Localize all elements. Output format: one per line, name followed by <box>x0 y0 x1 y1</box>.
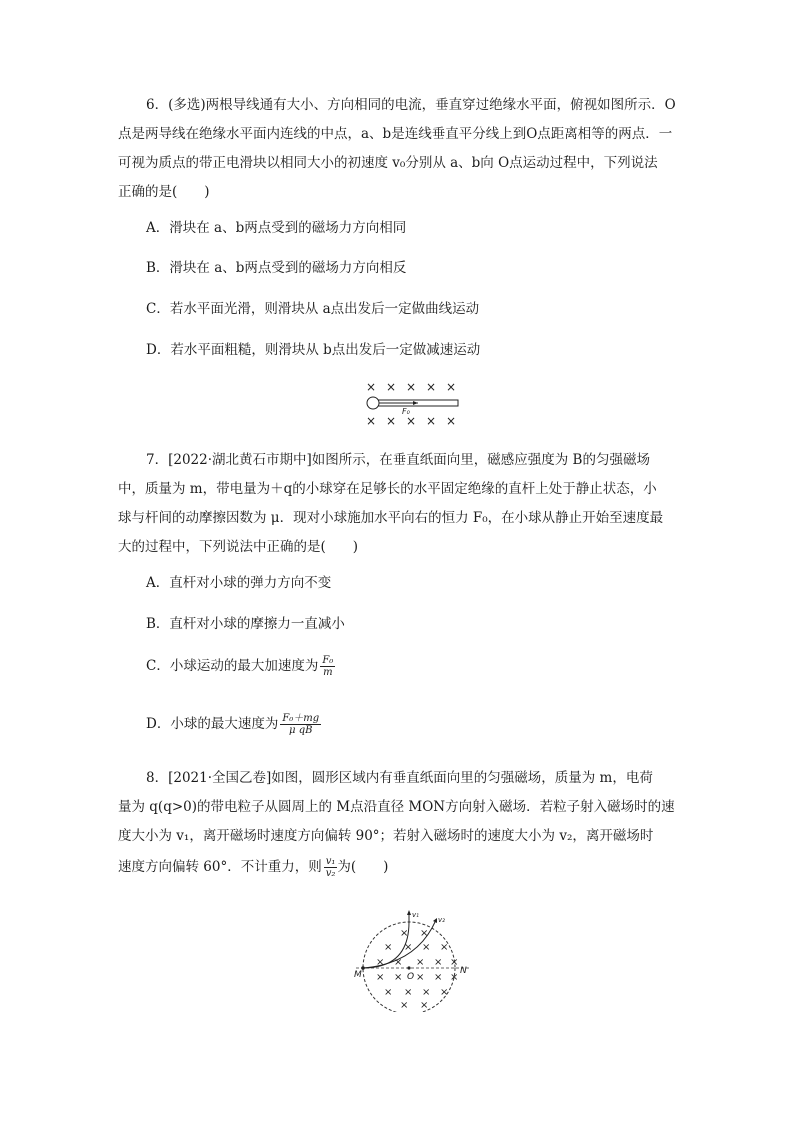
svg-text:×: × <box>404 987 413 998</box>
q7-option-d-denominator: μ qB <box>289 725 313 736</box>
force-arrowhead <box>413 401 418 405</box>
label-o: O <box>407 972 415 982</box>
svg-text:×: × <box>420 928 429 939</box>
q8-line-4-suffix: 为( ) <box>337 859 389 875</box>
svg-text:×: × <box>426 414 437 428</box>
q8-line-4-text: 速度方向偏转 60°．不计重力，则 <box>118 859 322 875</box>
point-o <box>407 966 410 969</box>
q8-line-3: 度大小为 v₁，离开磁场时速度方向偏转 90°；若射入磁场时的速度大小为 v₂，离开磁场时 <box>118 828 654 844</box>
svg-text:×: × <box>394 957 403 968</box>
label-n: N <box>460 966 467 976</box>
svg-text:×: × <box>394 972 403 983</box>
q7-option-d-fraction <box>280 713 321 736</box>
label-v2: v₂ <box>438 916 445 924</box>
q7-option-d-text: D．小球的最大速度为 <box>146 716 279 732</box>
svg-text:×: × <box>366 414 377 428</box>
svg-text:×: × <box>376 972 385 983</box>
circular-field-diagram <box>352 908 478 1012</box>
q8-ratio-numerator: v₁ <box>325 856 336 867</box>
force-label: F₀ <box>402 407 410 416</box>
svg-text:×: × <box>376 957 385 968</box>
svg-text:×: × <box>422 942 431 953</box>
svg-text:×: × <box>446 414 457 428</box>
svg-text:×: × <box>434 957 443 968</box>
q7-option-c-text: C．小球运动的最大加速度为 <box>146 658 319 674</box>
label-v1: v₁ <box>412 911 419 919</box>
svg-text:×: × <box>416 972 425 983</box>
q7-option-c-denominator: m <box>323 667 333 678</box>
q7-option-a: A．直杆对小球的弹力方向不变 <box>146 575 332 591</box>
svg-text:×: × <box>446 380 457 394</box>
q8-line-2: 量为 q(q>0)的带电粒子从圆周上的 M点沿直径 MON方向射入磁场．若粒子射入磁场时的速 <box>118 799 675 815</box>
svg-text:×: × <box>406 380 417 394</box>
svg-text:×: × <box>386 380 397 394</box>
svg-text:×: × <box>440 942 449 953</box>
q8-ratio-fraction <box>324 856 338 879</box>
svg-text:×: × <box>416 957 425 968</box>
svg-text:×: × <box>384 987 393 998</box>
q6-line-1: 6．(多选)两根导线通有大小、方向相同的电流，垂直穿过绝缘水平面，俯视如图所示．O <box>146 97 676 113</box>
svg-text:×: × <box>426 380 437 394</box>
q6-option-b: B．滑块在 a、b两点受到的磁场力方向相反 <box>146 260 407 276</box>
svg-text:×: × <box>422 987 431 998</box>
q7-line-4: 大的过程中，下列说法中正确的是( ) <box>118 539 359 555</box>
q8-line-4 <box>118 856 388 879</box>
field-crosses-top <box>366 380 456 394</box>
charged-ball <box>367 397 379 409</box>
svg-text:×: × <box>450 957 459 968</box>
q6-option-d: D．若水平面粗糙，则滑块从 b点出发后一定做减速运动 <box>146 342 481 358</box>
q6-option-a: A．滑块在 a、b两点受到的磁场力方向相同 <box>146 220 407 236</box>
svg-text:×: × <box>406 414 417 428</box>
svg-text:×: × <box>434 972 443 983</box>
q7-option-d <box>146 713 321 736</box>
svg-text:×: × <box>404 942 413 953</box>
q7-option-c-numerator: F₀ <box>322 655 334 666</box>
svg-text:×: × <box>440 987 449 998</box>
q8-ratio-denominator: v₂ <box>325 868 336 879</box>
q7-option-d-numerator: F₀＋mg <box>282 713 320 724</box>
q7-line-1: 7．[2022·湖北黄石市期中]如图所示，在垂直纸面向里，磁感应强度为 B的匀强磁场 <box>146 452 650 468</box>
svg-text:×: × <box>400 928 409 939</box>
rod-ball-diagram <box>358 376 466 428</box>
q7-line-2: 中，质量为 m，带电量为＋q的小球穿在足够长的水平固定绝缘的直杆上处于静止状态，小 <box>118 481 657 497</box>
svg-text:×: × <box>400 1000 409 1011</box>
q7-option-c <box>146 655 335 678</box>
svg-text:×: × <box>366 380 377 394</box>
q6-line-4: 正确的是( ) <box>118 184 210 200</box>
q8-line-1: 8．[2021·全国乙卷]如图，圆形区域内有垂直纸面向里的匀强磁场，质量为 m，电荷 <box>146 770 653 786</box>
q7-line-3: 球与杆间的动摩擦因数为 μ．现对小球施加水平向右的恒力 F₀，在小球从静止开始至速度最 <box>118 510 664 526</box>
q6-line-3: 可视为质点的带正电滑块以相同大小的初速度 v₀分别从 a、b向 O点运动过程中，下列说法 <box>118 155 658 171</box>
field-crosses <box>376 928 458 1011</box>
svg-text:×: × <box>386 414 397 428</box>
svg-text:×: × <box>420 1000 429 1011</box>
q7-option-c-fraction <box>320 655 335 678</box>
q6-line-2: 点是两导线在绝缘水平面内连线的中点，a、b是连线垂直平分线上到O点距离相等的两点．一 <box>118 126 673 142</box>
svg-text:×: × <box>384 942 393 953</box>
v1-arrowhead <box>407 910 411 915</box>
q6-option-c: C．若水平面光滑，则滑块从 a点出发后一定做曲线运动 <box>146 301 480 317</box>
field-crosses-bottom <box>366 414 456 428</box>
q7-option-b: B．直杆对小球的摩擦力一直减小 <box>146 616 345 632</box>
label-m: M <box>354 970 362 980</box>
svg-text:×: × <box>450 972 459 983</box>
